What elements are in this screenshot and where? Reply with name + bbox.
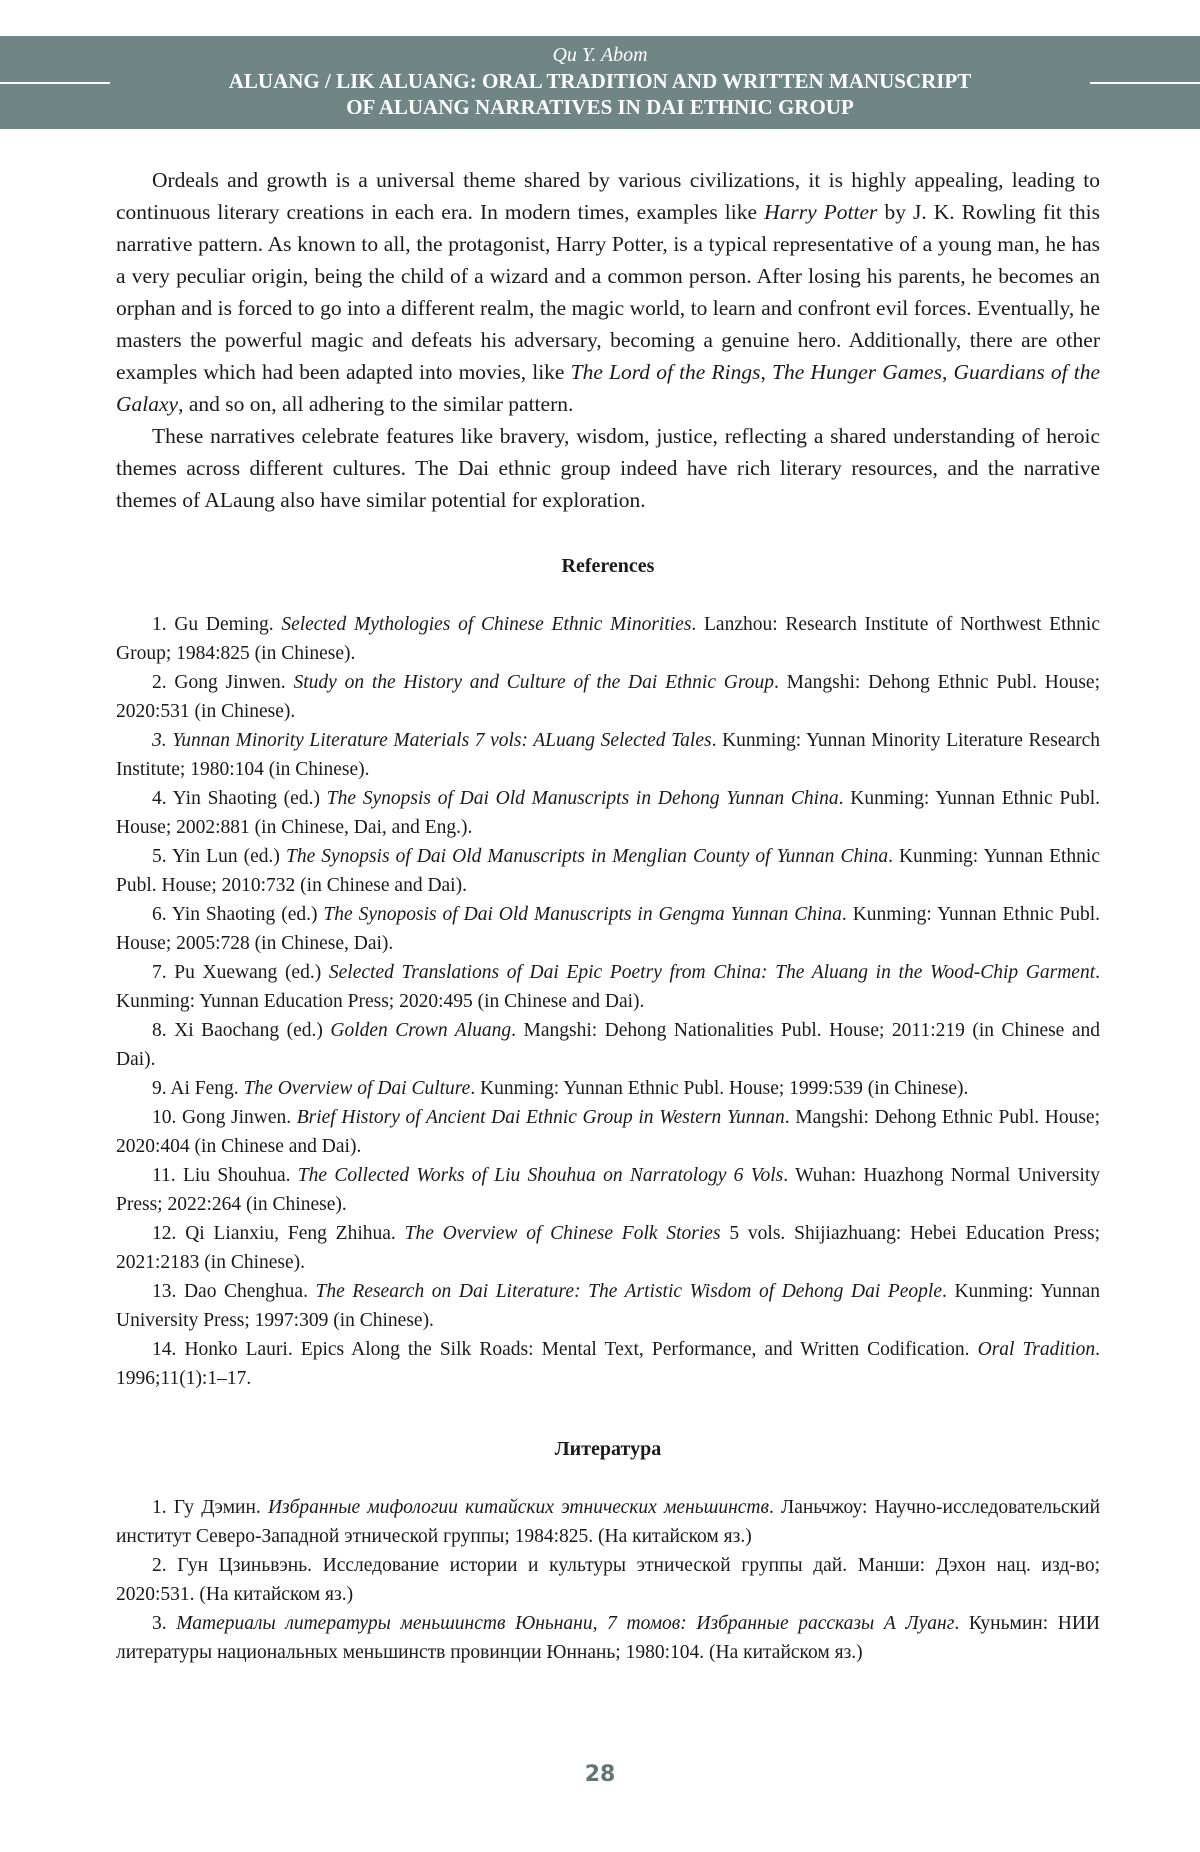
reference-item: 9. Ai Feng. The Overview of Dai Culture. Kunming: Yunnan Ethnic Publ. House; 1999:539 (in Chinese). [152, 1078, 969, 1099]
reference-item: 14. Honko Lauri. Epics Along the Silk Roads: Mental Text, Performance, and Written Codification. Oral Tradition. 1996;11(1):1–17. [116, 1339, 1101, 1389]
literatura-item: 1. Гу Дэмин. Избранные мифологии китайских этнических меньшинств. Ланьчжоу: Научно-исследовательский институт Северо-Западной этнической группы; 1984:825. (На китайском яз.) [116, 1497, 1100, 1547]
header-title-line-2: OF ALUANG NARRATIVES IN DAI ETHNIC GROUP [346, 95, 854, 119]
reference-item: 11. Liu Shouhua. The Collected Works of Liu Shouhua on Narratology 6 Vols. Wuhan: Huazhong Normal University Press; 2022:264 (in Chinese). [116, 1165, 1100, 1215]
reference-item: 1. Gu Deming. Selected Mythologies of Chinese Ethnic Minorities. Lanzhou: Research Institute of Northwest Ethnic Group; 1984:825 (in Chinese). [116, 614, 1101, 664]
literatura-item: 2. Гун Цзиньвэнь. Исследование истории и культуры этнической группы дай. Манши: Дэхон нац. изд-во; 2020:531. (На китайском яз.) [116, 1555, 1100, 1605]
reference-item: 5. Yin Lun (ed.) The Synopsis of Dai Old Manuscripts in Menglian County of Yunnan China. Kunming: Yunnan Ethnic Publ. House; 2010:732 (in Chinese and Dai). [116, 846, 1101, 896]
header-title [150, 68, 1050, 120]
reference-item: 13. Dao Chenghua. The Research on Dai Literature: The Artistic Wisdom of Dehong Dai People. Kunming: Yunnan University Press; 1997:309 (in Chinese). [116, 1281, 1100, 1331]
header-rule-right [1090, 82, 1200, 84]
header-author: Qu Y. Abom [552, 44, 648, 66]
reference-item: 4. Yin Shaoting (ed.) The Synopsis of Dai Old Manuscripts in Dehong Yunnan China. Kunming: Yunnan Ethnic Publ. House; 2002:881 (in Chinese, Dai, and Eng.). [116, 788, 1100, 838]
body-paragraph-2: These narratives celebrate features like bravery, wisdom, justice, reflecting a shared understanding of heroic themes across different cultures. The Dai ethnic group indeed have rich literary resources, and the narrative themes of ALaung also have similar potential for exploration. [116, 424, 1100, 512]
header-title-line-1: ALUANG / LIK ALUANG: ORAL TRADITION AND WRITTEN MANUSCRIPT [228, 69, 972, 93]
running-header [0, 36, 1200, 129]
reference-item: 6. Yin Shaoting (ed.) The Synoposis of Dai Old Manuscripts in Gengma Yunnan China. Kunming: Yunnan Ethnic Publ. House; 2005:728 (in Chinese, Dai). [116, 904, 1100, 954]
header-rule-left [0, 82, 110, 84]
main-content [116, 164, 1100, 1667]
references-list [116, 610, 1100, 1393]
reference-item: 10. Gong Jinwen. Brief History of Ancient Dai Ethnic Group in Western Yunnan. Mangshi: Dehong Ethnic Publ. House; 2020:404 (in Chinese and Dai). [116, 1107, 1100, 1157]
reference-item: 7. Pu Xuewang (ed.) Selected Translations of Dai Epic Poetry from China: The Aluang in the Wood-Chip Garment. Kunming: Yunnan Education Press; 2020:495 (in Chinese and Dai). [116, 962, 1100, 1012]
page-number: 28 [584, 1762, 616, 1787]
literatura-item: 3. Материалы литературы меньшинств Юньнани, 7 томов: Избранные рассказы А Луанг. Куньмин: НИИ литературы национальных меньшинств провинции Юннань; 1980:104. (На китайском яз.) [116, 1613, 1101, 1663]
body-paragraph-1: Ordeals and growth is a universal theme shared by various civilizations, it is highly appealing, leading to continuous literary creations in each era. In modern times, examples like Harry Potter by J. K. Rowling fit this narrative pattern. As known to all, the protagonist, Harry Potter, is a typical representative of a young man, he has a very peculiar origin, being the child of a wizard and a common person. After losing his parents, he becomes an orphan and is forced to go into a different realm, the magic world, to learn and confront evil forces. Eventually, he masters the powerful magic and defeats his adversary, becoming a genuine hero. Additionally, there are other examples which had been adapted into movies, like The Lord of the Rings, The Hunger Games, Guardians of the Galaxy, and so on, all adhering to the similar pattern. [116, 168, 1100, 416]
literatura-list [116, 1493, 1100, 1667]
reference-item: 12. Qi Lianxiu, Feng Zhihua. The Overview of Chinese Folk Stories 5 vols. Shijiazhuang: Hebei Education Press; 2021:2183 (in Chinese). [116, 1223, 1100, 1273]
reference-item: 2. Gong Jinwen. Study on the History and Culture of the Dai Ethnic Group. Mangshi: Dehong Ethnic Publ. House; 2020:531 (in Chinese). [116, 672, 1100, 722]
reference-item: 3. Yunnan Minority Literature Materials 7 vols: ALuang Selected Tales. Kunming: Yunnan Minority Literature Research Institute; 1980:104 (in Chinese). [116, 730, 1101, 780]
references-heading: References [561, 555, 655, 577]
literatura-heading: Литература [554, 1438, 662, 1460]
reference-item: 8. Xi Baochang (ed.) Golden Crown Aluang. Mangshi: Dehong Nationalities Publ. House; 2011:219 (in Chinese and Dai). [116, 1020, 1100, 1070]
